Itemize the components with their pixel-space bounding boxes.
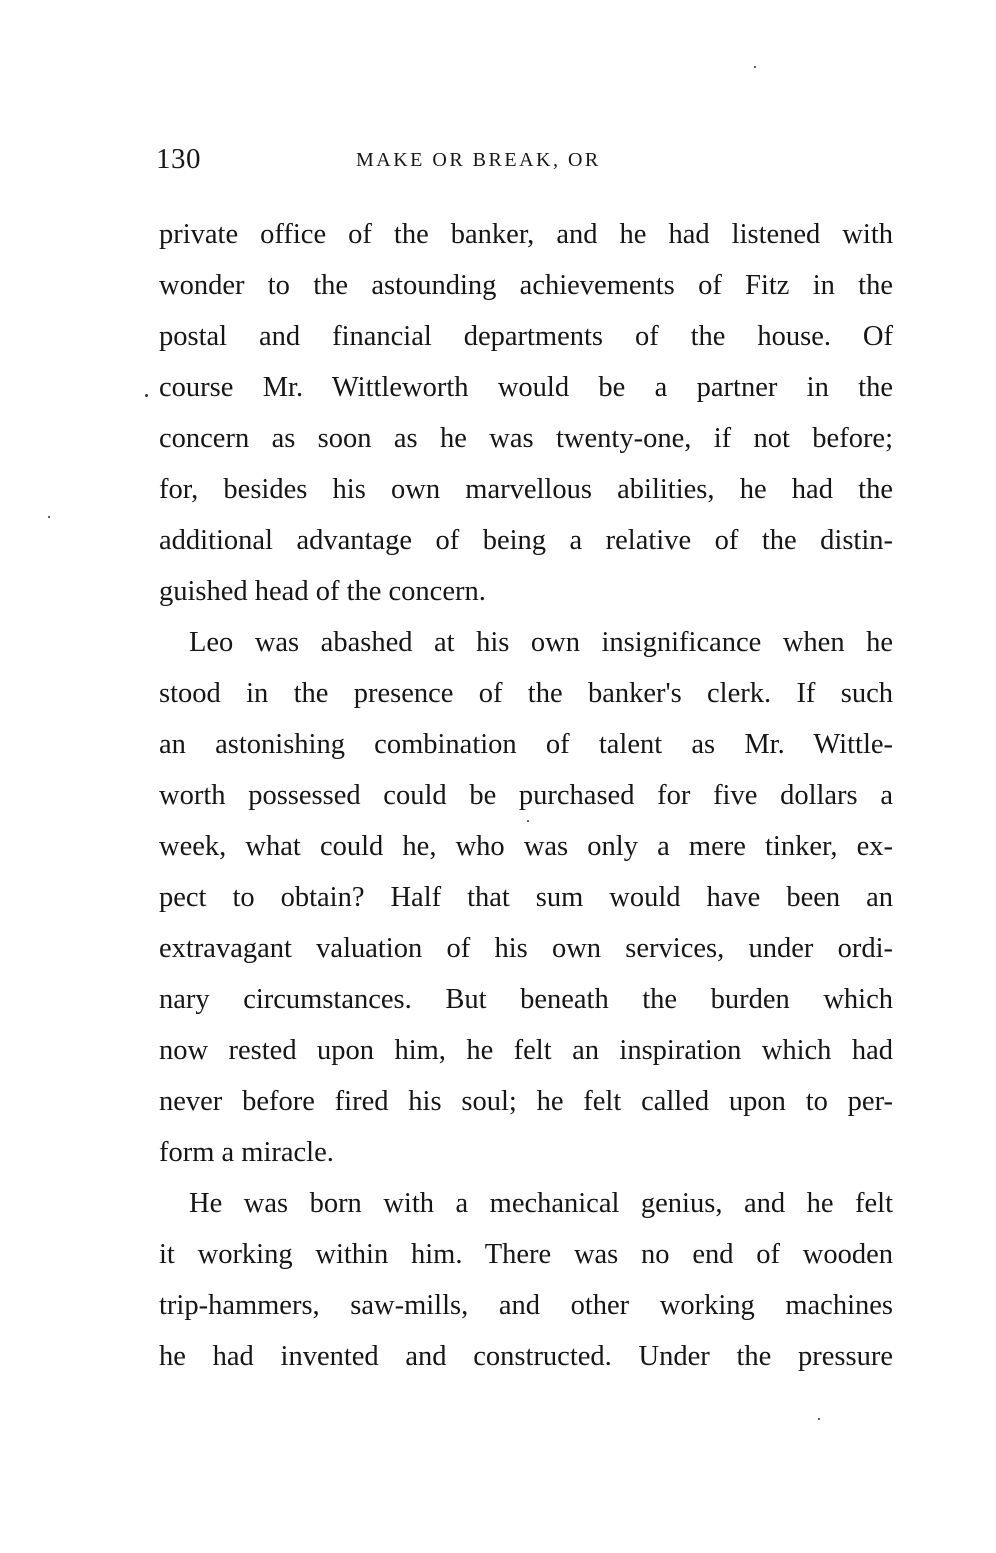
text-line: worth possessed could be purchased for five dollars a — [159, 780, 893, 811]
text-line: Leo was abashed at his own insignificance when he — [189, 627, 893, 658]
scan-speck — [818, 1418, 820, 1420]
text-line: form a miracle. — [159, 1137, 334, 1168]
text-line: trip-hammers, saw-mills, and other working machines — [159, 1290, 893, 1321]
text-line: additional advantage of being a relative of the distin- — [159, 525, 893, 556]
text-line: concern as soon as he was twenty-one, if not before; — [159, 423, 893, 454]
text-line: week, what could he, who was only a mere tinker, ex- — [159, 831, 893, 862]
text-line: an astonishing combination of talent as Mr. Wittle- — [159, 729, 893, 760]
text-line: it working within him. There was no end of wooden — [159, 1239, 893, 1270]
text-line: for, besides his own marvellous abilities, he had the — [159, 474, 893, 505]
text-line: private office of the banker, and he had listened with — [159, 219, 893, 250]
text-line: never before fired his soul; he felt called upon to per- — [159, 1086, 893, 1117]
text-line: wonder to the astounding achievements of Fitz in the — [159, 270, 893, 301]
running-head: MAKE OR BREAK, OR — [356, 149, 601, 171]
text-line: stood in the presence of the banker's clerk. If such — [159, 678, 893, 709]
page-number: 130 — [156, 143, 201, 175]
text-line: extravagant valuation of his own services, under ordi- — [159, 933, 893, 964]
text-line: guished head of the concern. — [159, 576, 486, 607]
scan-speck — [527, 820, 529, 822]
text-line: pect to obtain? Half that sum would have been an — [159, 882, 893, 913]
text-line: he had invented and constructed. Under the pressure — [159, 1341, 893, 1372]
scan-speck — [48, 516, 50, 518]
scan-speck — [145, 394, 148, 397]
text-line: course Mr. Wittleworth would be a partner in the — [159, 372, 893, 403]
text-line: now rested upon him, he felt an inspiration which had — [159, 1035, 893, 1066]
text-line: He was born with a mechanical genius, and he felt — [189, 1188, 893, 1219]
text-line: nary circumstances. But beneath the burden which — [159, 984, 893, 1015]
text-line: postal and financial departments of the house. Of — [159, 321, 893, 352]
scan-speck — [754, 66, 756, 68]
